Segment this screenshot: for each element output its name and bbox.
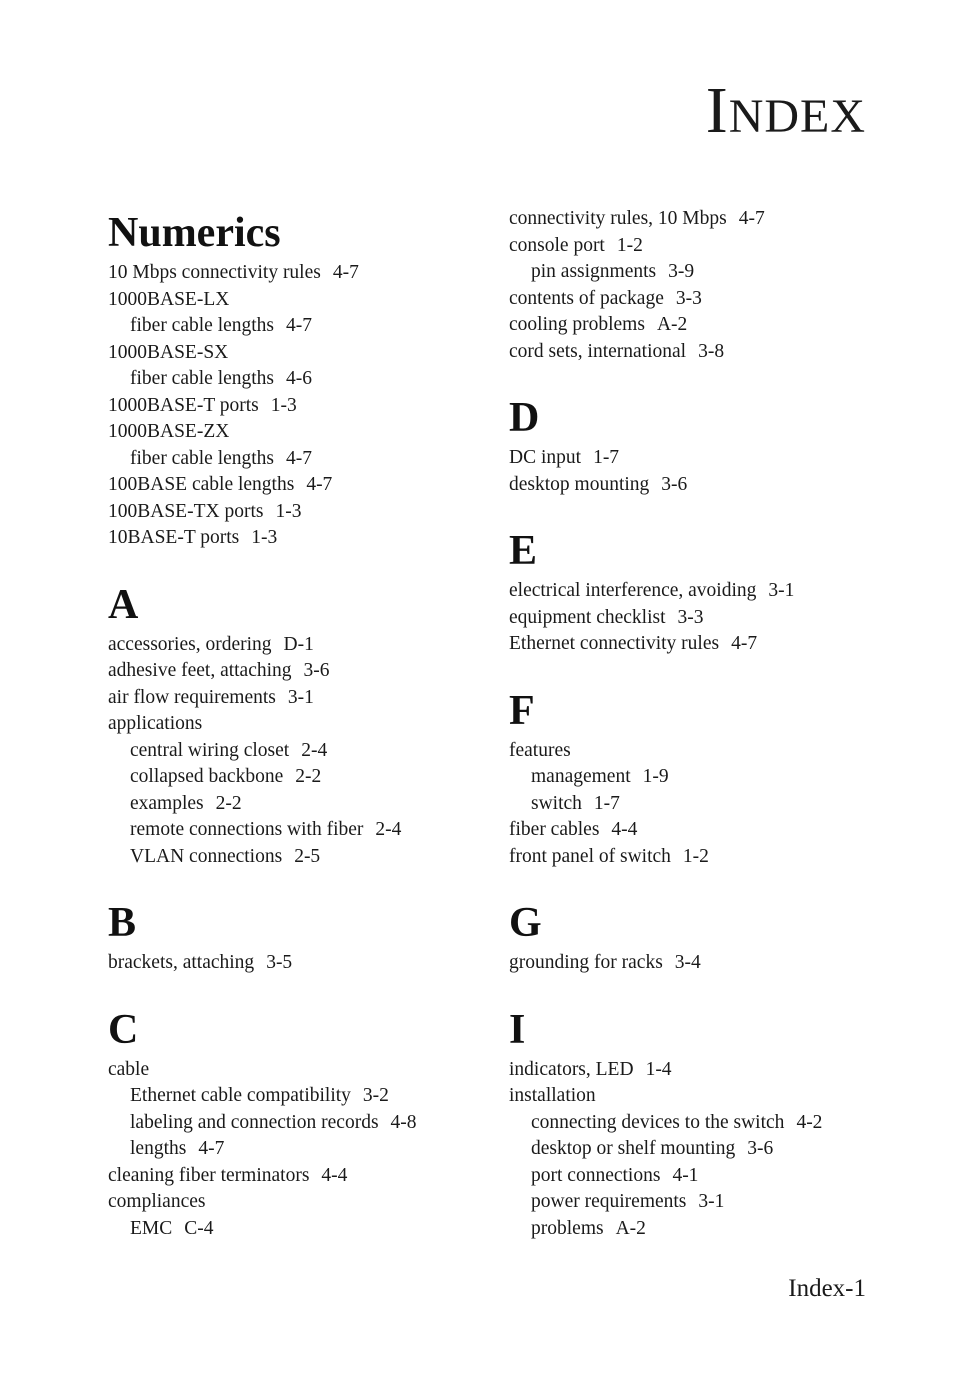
index-term: switch bbox=[531, 792, 582, 814]
index-subentry bbox=[108, 791, 488, 818]
index-term: console port bbox=[509, 234, 605, 256]
page-title-initial: I bbox=[705, 74, 729, 147]
index-term: DC input bbox=[509, 447, 582, 468]
index-entry bbox=[108, 632, 488, 659]
index-page-ref: 4-7 bbox=[332, 262, 359, 283]
index-entries bbox=[509, 445, 889, 498]
section-heading: B bbox=[108, 900, 137, 946]
index-page-ref: 4-7 bbox=[306, 474, 333, 495]
section-heading: I bbox=[509, 1006, 526, 1053]
index-entry bbox=[509, 844, 889, 871]
index-term: cooling problems bbox=[509, 314, 645, 335]
index-term: power requirements bbox=[531, 1191, 687, 1212]
index-page-ref: 2-5 bbox=[294, 845, 321, 867]
index-page-ref: 1-7 bbox=[593, 792, 620, 814]
index-term: fiber cable lengths bbox=[130, 315, 275, 336]
index-subentry bbox=[108, 738, 488, 765]
index-page-ref: 1-3 bbox=[251, 527, 278, 548]
index-page-ref: 3-1 bbox=[287, 686, 314, 708]
index-entries bbox=[108, 950, 488, 977]
section-heading: E bbox=[509, 528, 538, 574]
index-entries bbox=[108, 260, 488, 552]
index-page-ref: 4-7 bbox=[731, 633, 758, 654]
page-title-rest: NDEX bbox=[728, 90, 866, 143]
index-page-ref: 1-2 bbox=[682, 845, 709, 867]
index-entries bbox=[108, 632, 488, 871]
section-heading: Numerics bbox=[108, 210, 281, 256]
index-section bbox=[108, 1003, 488, 1243]
index-entry bbox=[108, 499, 488, 526]
index-term: compliances bbox=[108, 1191, 206, 1212]
index-column-left bbox=[108, 206, 488, 1268]
index-subentry bbox=[509, 1163, 889, 1190]
index-entry bbox=[108, 1163, 488, 1190]
index-page-ref: 1-4 bbox=[645, 1058, 672, 1080]
index-page-ref: 2-2 bbox=[295, 766, 322, 787]
index-term: connectivity rules, 10 Mbps bbox=[509, 208, 727, 229]
index-term: equipment checklist bbox=[509, 606, 666, 628]
index-page-ref: 1-9 bbox=[642, 766, 669, 787]
index-section bbox=[108, 896, 488, 977]
index-term: EMC bbox=[130, 1217, 173, 1239]
index-page-ref: A-2 bbox=[656, 314, 688, 335]
index-term: features bbox=[509, 739, 571, 761]
index-term: 1000BASE-LX bbox=[108, 288, 230, 310]
index-term: port connections bbox=[531, 1164, 661, 1186]
index-term: examples bbox=[130, 792, 204, 814]
index-entry bbox=[509, 206, 889, 233]
index-section bbox=[108, 578, 488, 871]
index-entry bbox=[509, 445, 889, 472]
index-page-ref: 2-4 bbox=[375, 819, 402, 840]
index-term: 10 Mbps connectivity rules bbox=[108, 262, 321, 283]
index-entry bbox=[509, 233, 889, 260]
index-page-ref: 4-7 bbox=[738, 208, 765, 229]
index-page-ref: 3-2 bbox=[362, 1085, 389, 1106]
index-term: adhesive feet, attaching bbox=[108, 660, 292, 681]
index-page-ref: 4-2 bbox=[796, 1111, 823, 1133]
index-entry bbox=[108, 340, 488, 367]
index-page-ref: 3-6 bbox=[661, 473, 688, 495]
index-term: brackets, attaching bbox=[108, 952, 255, 973]
index-page-ref: C-4 bbox=[184, 1217, 214, 1239]
index-entries bbox=[108, 1057, 488, 1243]
index-entry bbox=[108, 419, 488, 446]
index-page-ref: 3-9 bbox=[668, 261, 695, 282]
index-subentry bbox=[509, 1189, 889, 1216]
index-page-ref: 4-4 bbox=[611, 819, 638, 840]
index-entry bbox=[108, 472, 488, 499]
index-page-ref: 3-3 bbox=[677, 606, 704, 628]
index-term: Ethernet connectivity rules bbox=[509, 633, 720, 654]
index-entry bbox=[108, 685, 488, 712]
index-subentry bbox=[108, 313, 488, 340]
index-subentry bbox=[108, 446, 488, 473]
section-heading: A bbox=[108, 581, 139, 628]
index-term: cleaning fiber terminators bbox=[108, 1164, 310, 1186]
index-page-ref: 3-6 bbox=[747, 1138, 774, 1159]
index-term: central wiring closet bbox=[130, 739, 290, 761]
index-entry bbox=[108, 658, 488, 685]
index-section bbox=[509, 896, 889, 977]
index-entry bbox=[108, 525, 488, 552]
index-term: 1000BASE-ZX bbox=[108, 421, 230, 442]
index-section bbox=[509, 206, 889, 365]
page-number: Index-1 bbox=[788, 1275, 866, 1302]
index-page-ref: 2-4 bbox=[301, 739, 328, 761]
index-entry bbox=[108, 1189, 488, 1216]
section-heading: G bbox=[509, 900, 542, 946]
index-term: collapsed backbone bbox=[130, 766, 284, 787]
index-term: management bbox=[531, 766, 631, 787]
section-heading: C bbox=[108, 1006, 139, 1053]
index-page-ref: 3-5 bbox=[266, 952, 293, 973]
index-entry bbox=[108, 950, 488, 977]
index-term: front panel of switch bbox=[509, 845, 671, 867]
index-term: contents of package bbox=[509, 287, 664, 309]
index-term: problems bbox=[531, 1217, 604, 1239]
index-term: cable bbox=[108, 1058, 150, 1080]
index-entry bbox=[509, 817, 889, 844]
index-entry bbox=[509, 1057, 889, 1084]
index-subentry bbox=[509, 791, 889, 818]
index-page-ref: 4-6 bbox=[286, 368, 313, 389]
index-term: labeling and connection records bbox=[130, 1111, 379, 1133]
index-entry bbox=[509, 605, 889, 632]
index-entries bbox=[509, 578, 889, 658]
index-entries bbox=[509, 950, 889, 977]
index-section bbox=[108, 206, 488, 552]
index-entry bbox=[509, 738, 889, 765]
index-term: Ethernet cable compatibility bbox=[130, 1085, 351, 1106]
index-term: 1000BASE-SX bbox=[108, 341, 229, 363]
index-page-ref: 1-2 bbox=[616, 234, 643, 256]
index-page-ref: 2-2 bbox=[215, 792, 242, 814]
index-entry bbox=[509, 1083, 889, 1110]
index-section bbox=[509, 524, 889, 658]
index-page-ref: 4-8 bbox=[390, 1111, 417, 1133]
index-term: lengths bbox=[130, 1138, 187, 1159]
index-page-ref: 1-3 bbox=[275, 500, 302, 522]
index-subentry bbox=[509, 1216, 889, 1243]
index-entries bbox=[509, 1057, 889, 1243]
index-term: fiber cables bbox=[509, 819, 600, 840]
index-term: remote connections with fiber bbox=[130, 819, 364, 840]
index-subentry bbox=[108, 1136, 488, 1163]
index-term: desktop or shelf mounting bbox=[531, 1138, 736, 1159]
index-entry bbox=[509, 950, 889, 977]
index-subentry bbox=[108, 1216, 488, 1243]
index-page-ref: 3-1 bbox=[698, 1191, 725, 1212]
index-entry bbox=[509, 312, 889, 339]
index-entry bbox=[108, 1057, 488, 1084]
index-page-ref: 3-3 bbox=[675, 287, 702, 309]
index-term: accessories, ordering bbox=[108, 633, 272, 655]
index-term: 100BASE-TX ports bbox=[108, 500, 264, 522]
index-term: 1000BASE-T ports bbox=[108, 394, 259, 416]
index-subentry bbox=[509, 1136, 889, 1163]
index-subentry bbox=[108, 1083, 488, 1110]
index-page-ref: 1-3 bbox=[270, 394, 297, 416]
index-entry bbox=[108, 711, 488, 738]
section-heading: D bbox=[509, 395, 540, 441]
index-term: installation bbox=[509, 1085, 596, 1106]
index-term: fiber cable lengths bbox=[130, 368, 275, 389]
index-column-right bbox=[509, 206, 889, 1268]
index-section bbox=[509, 1003, 889, 1243]
section-heading: F bbox=[509, 687, 535, 734]
index-page-ref: 3-6 bbox=[303, 660, 330, 681]
index-page-ref: 4-7 bbox=[286, 315, 313, 336]
index-term: VLAN connections bbox=[130, 845, 283, 867]
index-page-ref: 1-7 bbox=[593, 447, 620, 468]
index-term: air flow requirements bbox=[108, 686, 276, 708]
index-page-ref: 3-8 bbox=[698, 340, 725, 362]
index-entries bbox=[509, 738, 889, 871]
index-term: desktop mounting bbox=[509, 473, 650, 495]
page-title bbox=[705, 74, 866, 147]
index-page-ref: 3-1 bbox=[768, 580, 795, 601]
index-term: electrical interference, avoiding bbox=[509, 580, 757, 601]
index-entry bbox=[509, 339, 889, 366]
index-term: pin assignments bbox=[531, 261, 657, 282]
index-term: indicators, LED bbox=[509, 1058, 634, 1080]
index-entry bbox=[509, 631, 889, 658]
index-term: cord sets, international bbox=[509, 340, 687, 362]
index-term: fiber cable lengths bbox=[130, 447, 275, 469]
index-page-ref: 4-7 bbox=[198, 1138, 225, 1159]
index-section bbox=[509, 391, 889, 498]
index-page-ref: 3-4 bbox=[674, 952, 701, 973]
index-subentry bbox=[108, 817, 488, 844]
index-page-ref: 4-4 bbox=[321, 1164, 348, 1186]
index-entry bbox=[108, 393, 488, 420]
index-subentry bbox=[509, 764, 889, 791]
index-subentry bbox=[108, 764, 488, 791]
index-term: 10BASE-T ports bbox=[108, 527, 240, 548]
index-term: grounding for racks bbox=[509, 952, 663, 973]
index-subentry bbox=[108, 844, 488, 871]
index-entry bbox=[108, 260, 488, 287]
index-entry bbox=[509, 286, 889, 313]
index-entries bbox=[509, 206, 889, 365]
index-subentry bbox=[108, 366, 488, 393]
index-term: connecting devices to the switch bbox=[531, 1111, 785, 1133]
index-entry bbox=[108, 287, 488, 314]
index-page-ref: A-2 bbox=[615, 1217, 646, 1239]
index-subentry bbox=[509, 1110, 889, 1137]
index-entry bbox=[509, 578, 889, 605]
index-term: 100BASE cable lengths bbox=[108, 474, 295, 495]
index-page-ref: D-1 bbox=[283, 633, 314, 655]
index-subentry bbox=[509, 259, 889, 286]
index-page-ref: 4-1 bbox=[672, 1164, 699, 1186]
index-term: applications bbox=[108, 713, 203, 734]
index-page-ref: 4-7 bbox=[286, 447, 313, 469]
index-entry bbox=[509, 472, 889, 499]
index-section bbox=[509, 684, 889, 871]
index-subentry bbox=[108, 1110, 488, 1137]
